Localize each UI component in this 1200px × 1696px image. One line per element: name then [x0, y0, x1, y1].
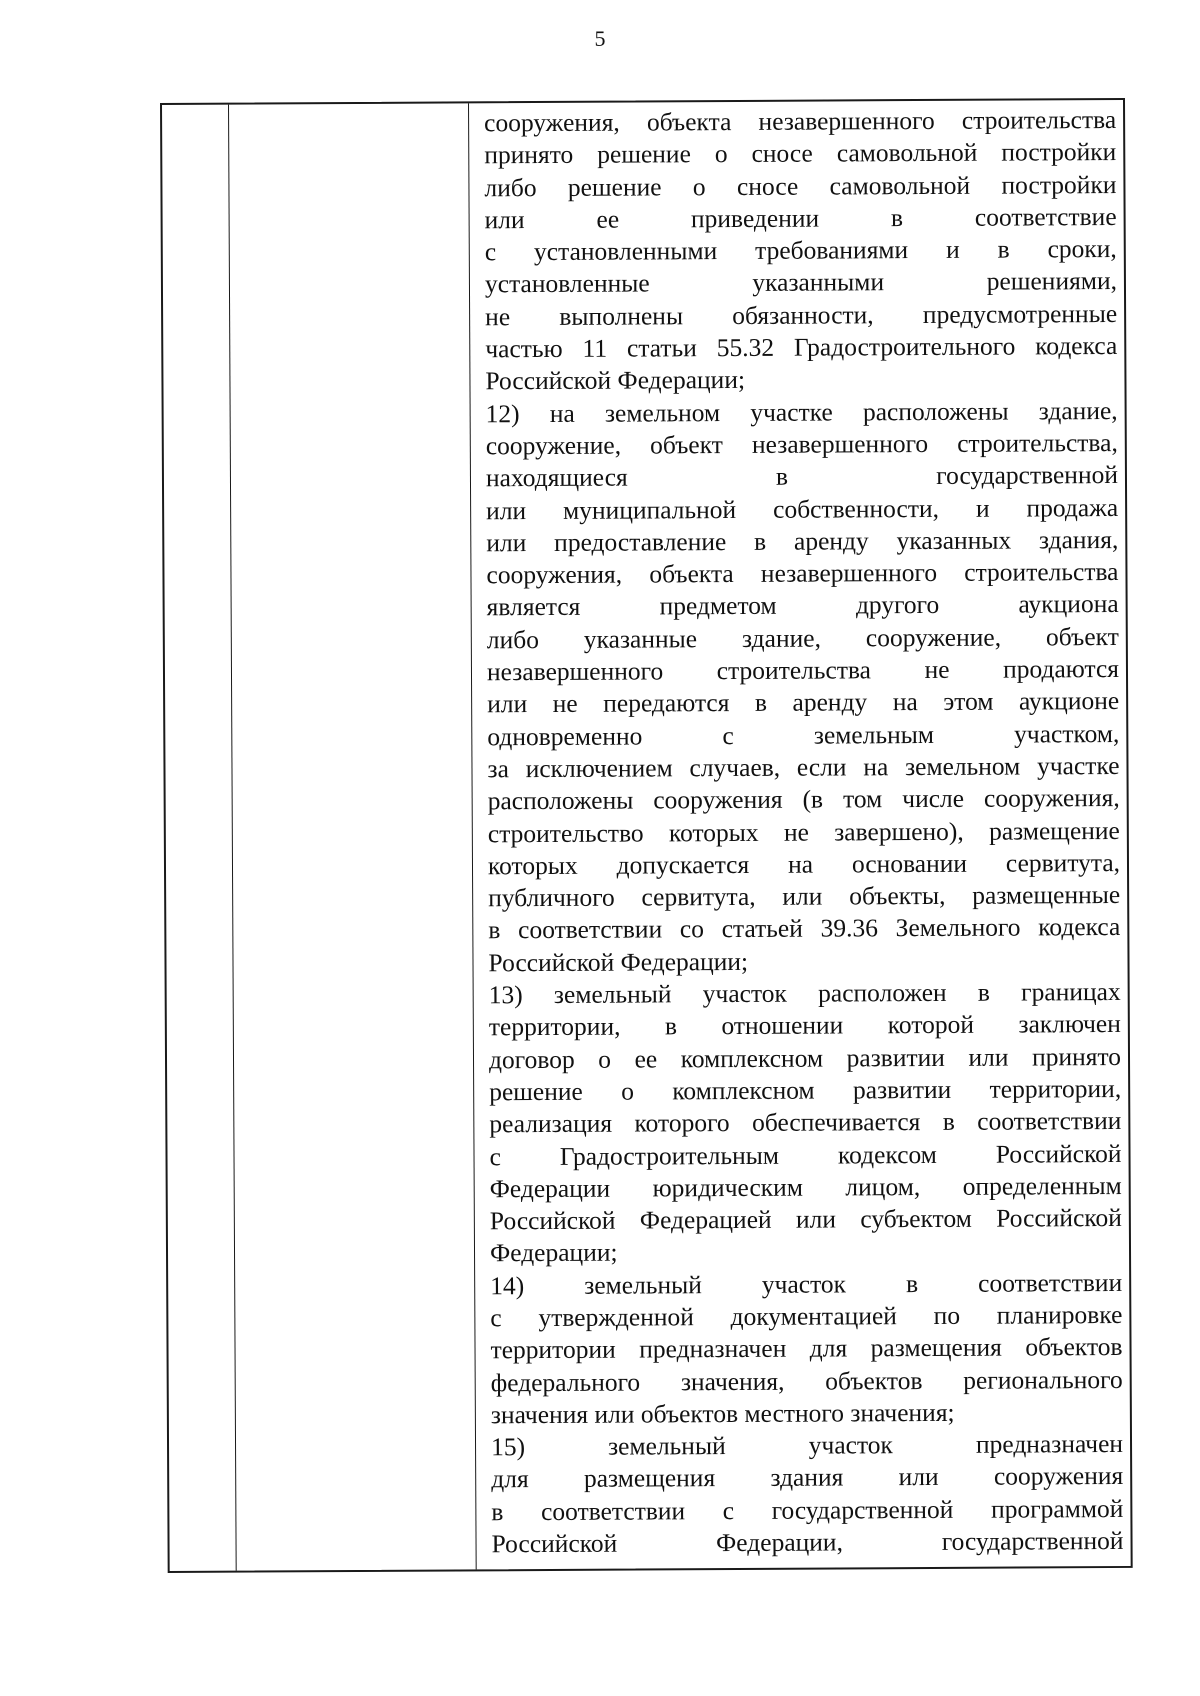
text-line: или не передаются в аренду на этом аукционе [487, 686, 1120, 719]
text-line: является предметом другого аукциона [486, 589, 1119, 622]
text-line: сооружение, объект незавершенного строительства, [485, 427, 1118, 461]
text-line: или ее приведении в соответствие [484, 201, 1117, 235]
text-line: 15) земельный участок предназначен [490, 1429, 1124, 1462]
requirements-text-cell [484, 104, 1124, 1561]
text-line: строительство которых не завершено), размещение [487, 815, 1120, 848]
text-line: в соответствии с государственной программой [491, 1493, 1124, 1527]
text-line: Российской Федерации; [485, 365, 746, 396]
text-line: не выполнены обязанности, предусмотренные [485, 298, 1118, 332]
text-line: территории предназначен для размещения объектов [490, 1332, 1123, 1365]
text-line: публичного сервитута, или объекты, размещенные [488, 880, 1121, 913]
text-line: с установленными требованиями и в сроки, [484, 234, 1117, 267]
text-line: с утвержденной документацией по планировке [490, 1299, 1123, 1333]
text-line: Федерации; [489, 1238, 618, 1268]
text-line: расположены сооружения (в том числе сооружения, [487, 783, 1120, 816]
text-line: федерального значения, объектов регионального [490, 1364, 1123, 1397]
text-line: 12) на земельном участке расположены здание, [485, 395, 1118, 428]
text-line: незавершенного строительства не продаются [486, 654, 1120, 687]
text-line: 14) земельный участок в соответствии [490, 1267, 1123, 1300]
text-line: находящиеся в государственной [485, 460, 1119, 493]
text-line: принято решение о сносе самовольной постройки [484, 137, 1117, 170]
text-line: которых допускается на основании сервитута, [487, 847, 1121, 881]
text-line: за исключением случаев, если на земельном участке [487, 750, 1120, 784]
text-line: одновременно с земельным участком, [487, 718, 1120, 751]
text-line: либо решение о сносе самовольной постройки [484, 169, 1117, 202]
column-divider-2 [468, 103, 477, 1569]
text-line: сооружения, объекта незавершенного строительства [486, 557, 1119, 590]
text-line: территории, в отношении которой заключен [488, 1009, 1121, 1042]
text-line: Федерации юридическим лицом, определенным [489, 1170, 1122, 1204]
text-line: Российской Федерации, государственной [491, 1526, 1124, 1559]
text-line: установленные указанными решениями, [484, 266, 1118, 299]
text-line: с Градостроительным кодексом Российской [489, 1138, 1122, 1171]
column-divider-1 [228, 105, 237, 1571]
text-line: решение о комплексном развитии территории, [489, 1073, 1122, 1107]
text-line: в соответствии со статьей 39.36 Земельного кодекса [488, 912, 1121, 945]
text-line: либо указанные здание, сооружение, объект [486, 621, 1119, 655]
text-line: значения или объектов местного значения; [490, 1397, 955, 1430]
text-line: договор о ее комплексном развитии или принято [488, 1041, 1122, 1074]
text-line: или муниципальной собственности, и продажа [486, 492, 1119, 525]
text-line: реализация которого обеспечивается в соответствии [489, 1106, 1122, 1139]
text-line: для размещения здания или сооружения [491, 1461, 1124, 1494]
text-line: или предоставление в аренду указанных здания, [486, 524, 1119, 558]
text-line: сооружения, объекта незавершенного строительства [484, 104, 1117, 138]
document-table [160, 98, 1133, 1573]
page-number: 5 [594, 26, 606, 51]
text-line: 13) земельный участок расположен в границах [488, 976, 1121, 1010]
text-line: Российской Федерации; [488, 946, 749, 978]
text-line: Российской Федерацией или субъектом Российской [489, 1203, 1122, 1236]
text-line: частью 11 статьи 55.32 Градостроительного кодекса [485, 331, 1118, 364]
